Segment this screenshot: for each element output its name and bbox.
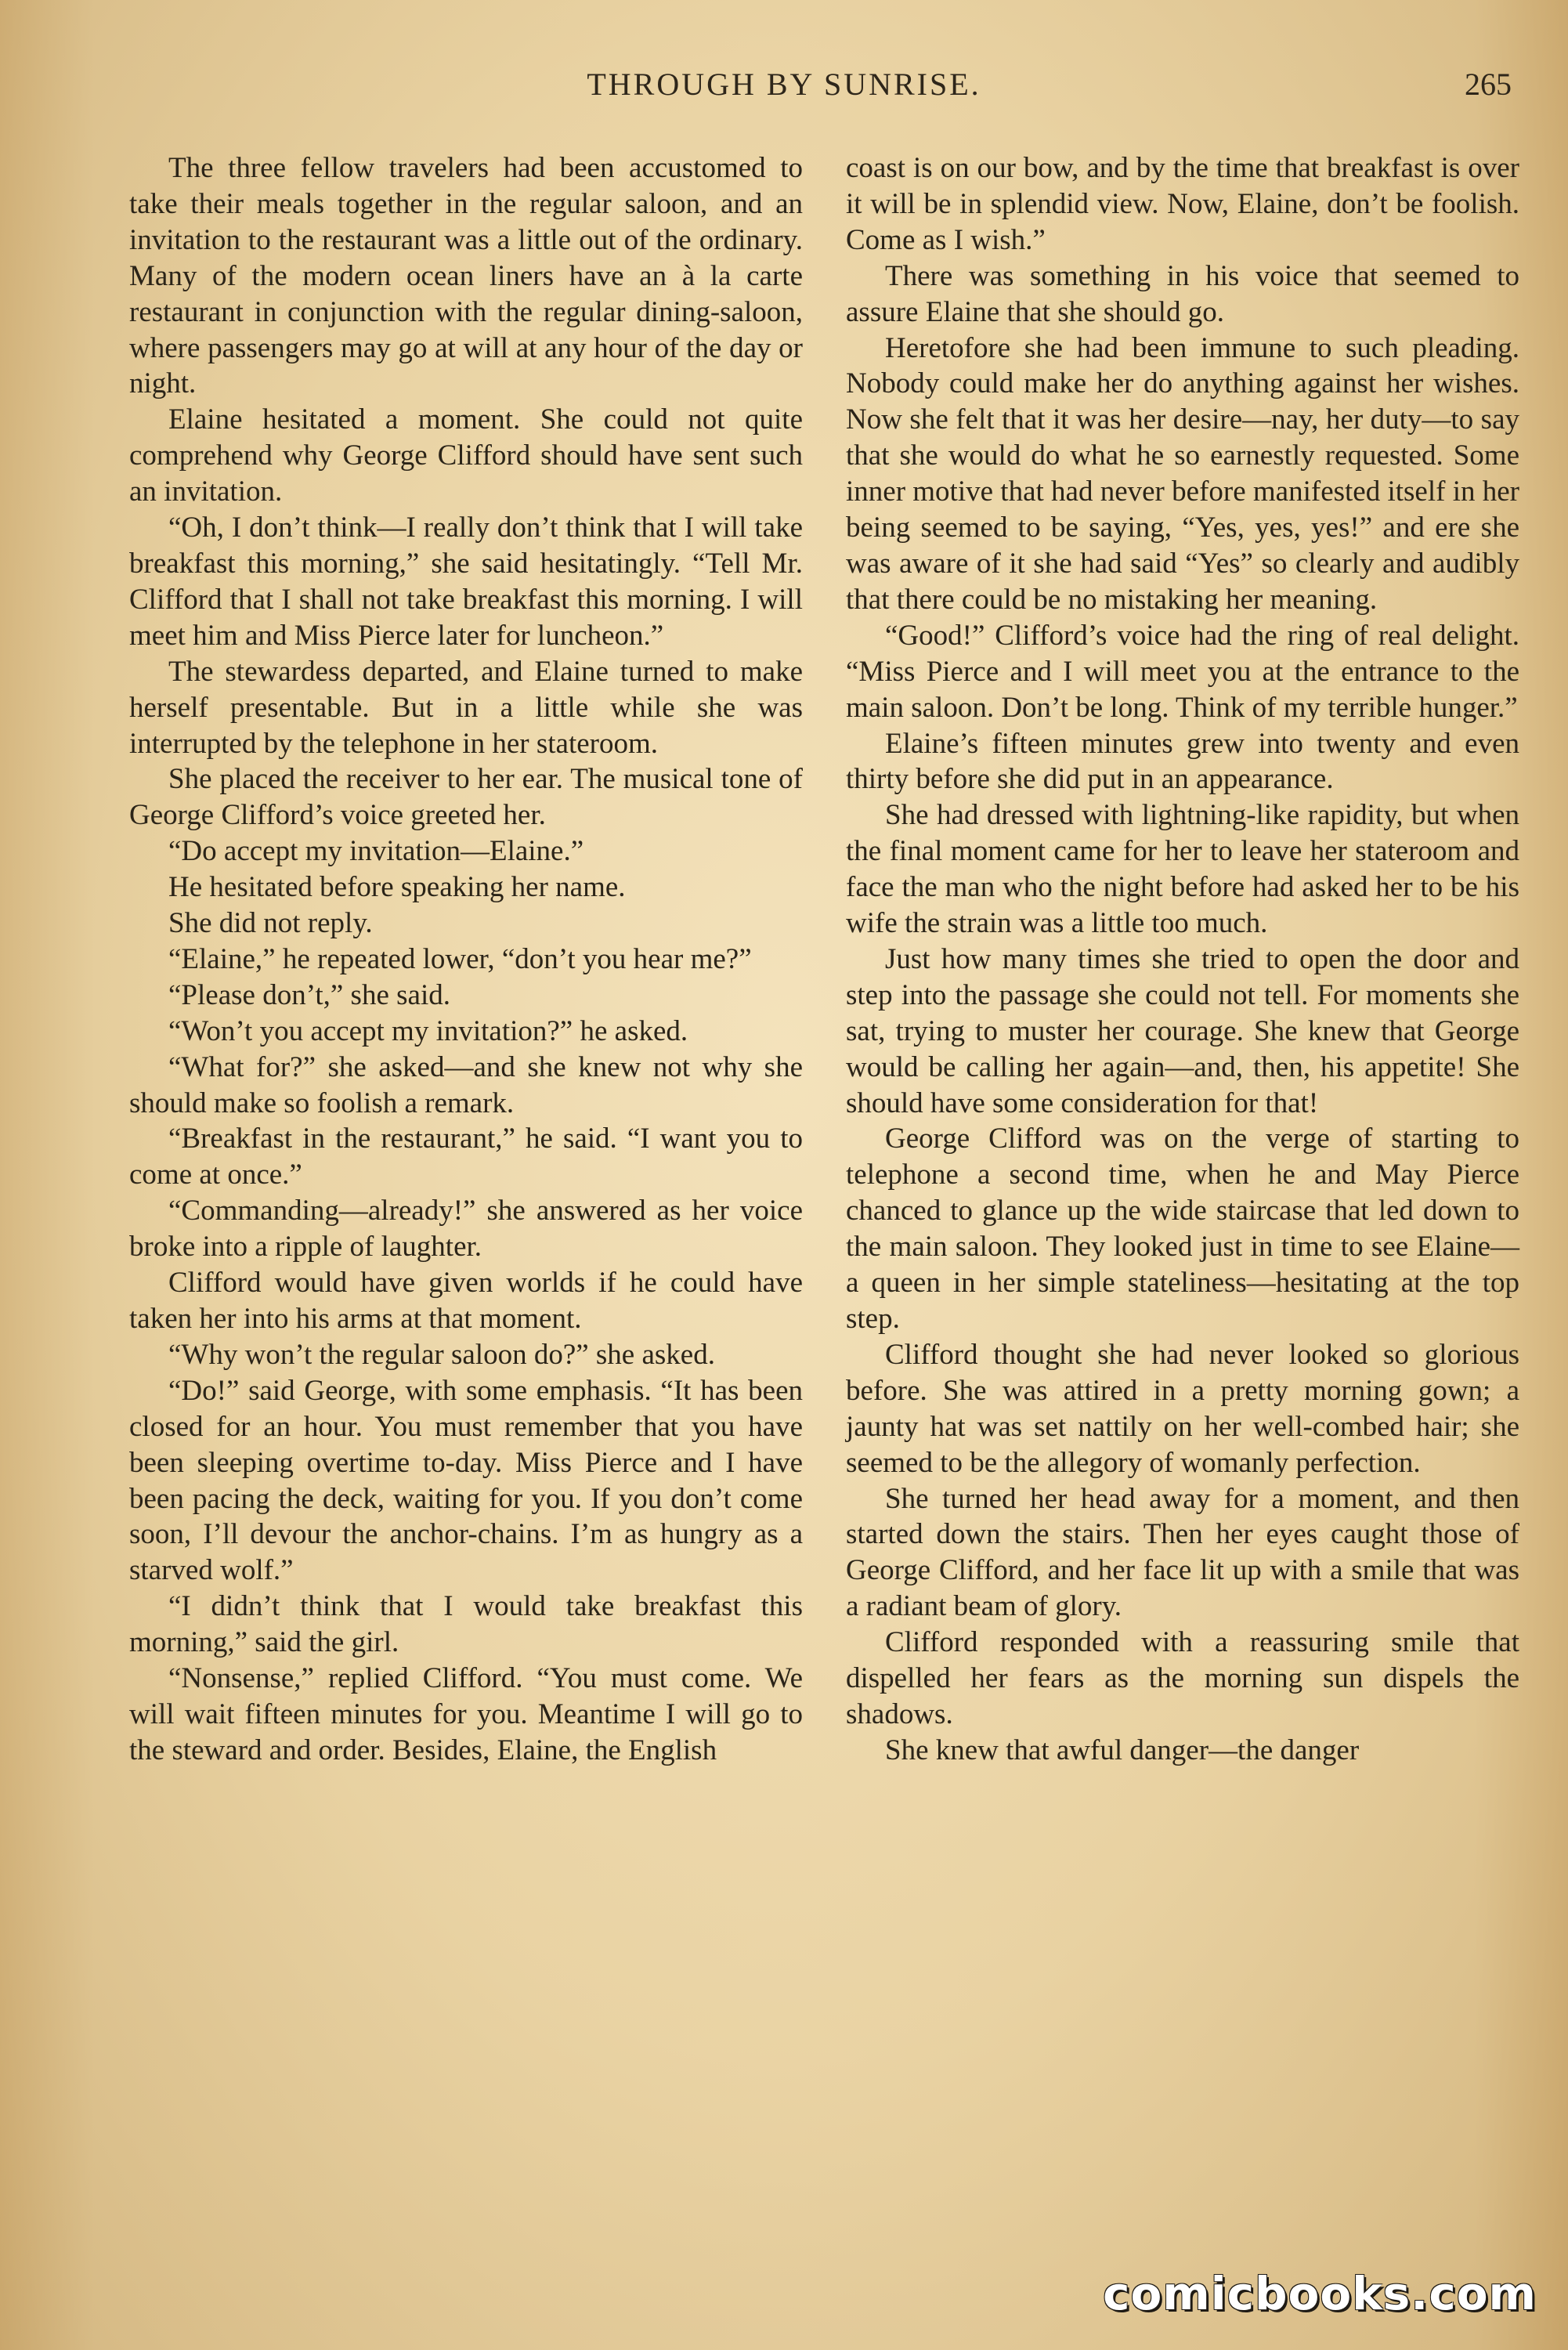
page-number: 265 — [1465, 67, 1512, 102]
paragraph-continued: coast is on our bow, and by the time that breakfast is over it will be in splendid view. Now, Elaine, don’t be foolish. Come as I wish.” — [846, 152, 1519, 256]
paragraph: Clifford thought she had never looked so glorious before. She was attired in a pretty morning gown; a jaunty hat was set nattily on her well-combed hair; she seemed to be the allegory of womanly perfection. — [846, 1338, 1519, 1479]
paragraph: “Good!” Clifford’s voice had the ring of real delight. “Miss Pierce and I will meet you at the entrance to the main saloon. Don’t be long. Think of my terrible hunger.” — [846, 619, 1519, 724]
paragraph: She knew that awful danger—the danger — [885, 1734, 1360, 1766]
paragraph: “Breakfast in the restaurant,” he said. “I want you to come at once.” — [129, 1123, 803, 1191]
running-head: THROUGH BY SUNRISE. — [587, 67, 981, 102]
paragraph: “What for?” she asked—and she knew not why she should make so foolish a remark. — [129, 1050, 803, 1119]
watermark: comicbooks.com — [1103, 2267, 1537, 2320]
paragraph: George Clifford was on the verge of starting to telephone a second time, when he and May Pierce chanced to glance up the wide staircase that led down to the main saloon. They looked just in time to see Elaine—a queen in her simple stateliness—hesitating at the top step. — [846, 1123, 1519, 1335]
paragraph: “Do!” said George, with some emphasis. “It has been closed for an hour. You must remember that you have been sleeping overtime to-day. Miss Pierce and I have been pacing the deck, waiting for you. If you don’t come soon, I’ll devour the anchor-chains. I’m as hungry as a starved wolf.” — [129, 1374, 803, 1587]
paragraph: She turned her head away for a moment, and then started down the stairs. Then her eyes caught those of George Clifford, and her face lit up with a smile that was a radiant beam of glory. — [846, 1482, 1519, 1623]
paragraph: There was something in his voice that seemed to assure Elaine that she should go. — [846, 259, 1519, 328]
paragraph: He hesitated before speaking her name. — [168, 871, 626, 904]
paragraph: Heretofore she had been immune to such pleading. Nobody could make her do anything against her wishes. Now she felt that it was her desire—nay, her duty—to say that she would do what he so earnestly requested. Some inner motive that had never before manifested itself in her being seemed to be saying, “Yes, yes, yes!” and ere she was aware of it she had said “Yes” so clearly and audibly that there could be no mistaking her meaning. — [846, 331, 1519, 616]
paragraph: “Commanding—already!” she answered as her voice broke into a ripple of laughter. — [129, 1195, 803, 1264]
paragraph: The three fellow travelers had been accustomed to take their meals together in the regular saloon, and an invitation to the restaurant was a little out of the ordinary. Many of the modern ocean liners have an à la carte restaurant in conjunction with the regular dining-saloon, where passengers may go at will at any hour of the day or night. — [129, 152, 803, 400]
paragraph: Elaine hesitated a moment. She could not quite comprehend why George Clifford should have sent such an invitation. — [129, 403, 803, 508]
paragraph: She did not reply. — [168, 907, 373, 940]
right-column — [846, 150, 1519, 1769]
paragraph: She placed the receiver to her ear. The musical tone of George Clifford’s voice greeted her. — [129, 763, 803, 832]
paragraph: “Oh, I don’t think—I really don’t think that I will take breakfast this morning,” she said hesitatingly. “Tell Mr. Clifford that I shall not take breakfast this morning. I will meet him and Miss Pierce later for luncheon.” — [129, 512, 803, 652]
paragraph: Clifford responded with a reassuring smile that dispelled her fears as the morning sun dispels the shadows. — [846, 1626, 1519, 1730]
paragraph: “Please don’t,” she said. — [168, 978, 450, 1011]
paragraph: “Won’t you accept my invitation?” he asked. — [168, 1014, 688, 1047]
paragraph: Just how many times she tried to open the door and step into the passage she could not tell. For moments she sat, trying to muster her courage. She knew that George would be calling her again—and, then, his appetite! She should have some consideration for that! — [846, 942, 1519, 1119]
paragraph: Clifford would have given worlds if he could have taken her into his arms at that moment. — [129, 1267, 803, 1335]
page-header — [0, 66, 1568, 113]
paragraph: Elaine’s fifteen minutes grew into twenty and even thirty before she did put in an appearance. — [846, 727, 1519, 796]
paragraph: “I didn’t think that I would take breakfast this morning,” said the girl. — [129, 1590, 803, 1659]
paragraph: “Nonsense,” replied Clifford. “You must come. We will wait fifteen minutes for you. Meantime I will go to the steward and order. Besides, Elaine, the English — [129, 1662, 803, 1766]
paragraph: “Do accept my invitation—Elaine.” — [168, 835, 584, 868]
left-column — [129, 150, 803, 1769]
paragraph: The stewardess departed, and Elaine turned to make herself presentable. But in a little while she was interrupted by the telephone in her stateroom. — [129, 655, 803, 760]
paragraph: She had dressed with lightning-like rapidity, but when the final moment came for her to leave her stateroom and face the man who the night before had asked her to be his wife the strain was a little too much. — [846, 799, 1519, 940]
paragraph: “Why won’t the regular saloon do?” she asked. — [168, 1338, 715, 1371]
paragraph: “Elaine,” he repeated lower, “don’t you hear me?” — [168, 942, 752, 975]
